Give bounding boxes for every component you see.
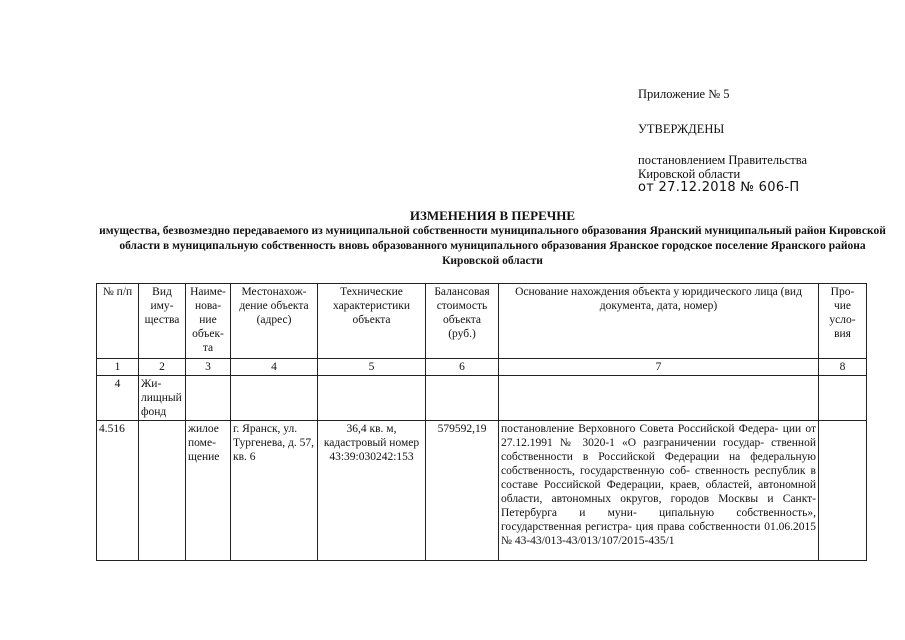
header-cell: Про- чие усло- вия [819, 284, 867, 359]
empty-cell [318, 376, 426, 421]
title-main: ИЗМЕНЕНИЯ В ПЕРЕЧНЕ [409, 208, 576, 223]
row-type [139, 421, 186, 561]
row-address: г. Яранск, ул. Тургенева, д. 57, кв. 6 [231, 421, 318, 561]
decree-line-2: Кировской области [638, 167, 741, 181]
column-number: 5 [318, 359, 426, 376]
header-cell: Технические характеристики объекта [318, 284, 426, 359]
table-header-row [97, 284, 867, 359]
column-number: 1 [97, 359, 139, 376]
column-number: 3 [186, 359, 231, 376]
row-characteristics: 36,4 кв. м, кадастровый номер 43:39:030242:153 [318, 421, 426, 561]
column-number: 4 [231, 359, 318, 376]
group-type: Жи- лищный фонд [139, 376, 186, 421]
header-cell: Наиме- нова- ние объек- та [186, 284, 231, 359]
approved-label: УТВЕРЖДЕНЫ [638, 122, 725, 136]
column-number: 2 [139, 359, 186, 376]
column-number: 7 [499, 359, 819, 376]
header-cell: Вид иму- щества [139, 284, 186, 359]
empty-cell [819, 376, 867, 421]
row-other [819, 421, 867, 561]
group-row [97, 376, 867, 421]
empty-cell [231, 376, 318, 421]
column-number: 6 [426, 359, 499, 376]
empty-cell [186, 376, 231, 421]
row-name: жилое поме- щение [186, 421, 231, 561]
decree-line-1: постановлением Правительства [638, 153, 808, 167]
empty-cell [426, 376, 499, 421]
header-cell: Балансовая стоимость объекта (руб.) [426, 284, 499, 359]
table-row [97, 421, 867, 561]
title-subtitle: имущества, безвозмездно передаваемого из муниципальной собственности муниципального образования Яранский муниципальный район Кировской области в муниципальную собственность вновь образованного муниципального образования Яранское городское поселение Яранского района Кировской области [99, 225, 886, 267]
column-number-row [97, 359, 867, 376]
header-cell: Местонахож- дение объекта (адрес) [231, 284, 318, 359]
decree-date-number: от 27.12.2018 № 606-П [638, 180, 800, 195]
header-cell: № п/п [97, 284, 139, 359]
group-number: 4 [97, 376, 139, 421]
property-table [96, 283, 867, 561]
appendix-label: Приложение № 5 [638, 87, 730, 101]
row-basis: постановление Верховного Совета Российской Федера- ции от 27.12.1991 № 3020-1 «О разграничении государ- ственной собственности в Российской Федерации на федеральную собственность, государственную соб- ственность республик в составе Российской Федерации, краев, областей, автономной области, автономных округов, городов Москвы и Санкт-Петербурга и муни- ципальную собственность», государственная регистра- ция права собственности 01.06.2015 № 43-43/013-43/013/107/2015-435/1 [499, 421, 819, 561]
column-number: 8 [819, 359, 867, 376]
document-title [95, 208, 890, 269]
row-balance: 579592,19 [426, 421, 499, 561]
row-number: 4.516 [97, 421, 139, 561]
header-cell: Основание нахождения объекта у юридического лица (вид документа, дата, номер) [499, 284, 819, 359]
empty-cell [499, 376, 819, 421]
decree-reference [638, 153, 878, 195]
